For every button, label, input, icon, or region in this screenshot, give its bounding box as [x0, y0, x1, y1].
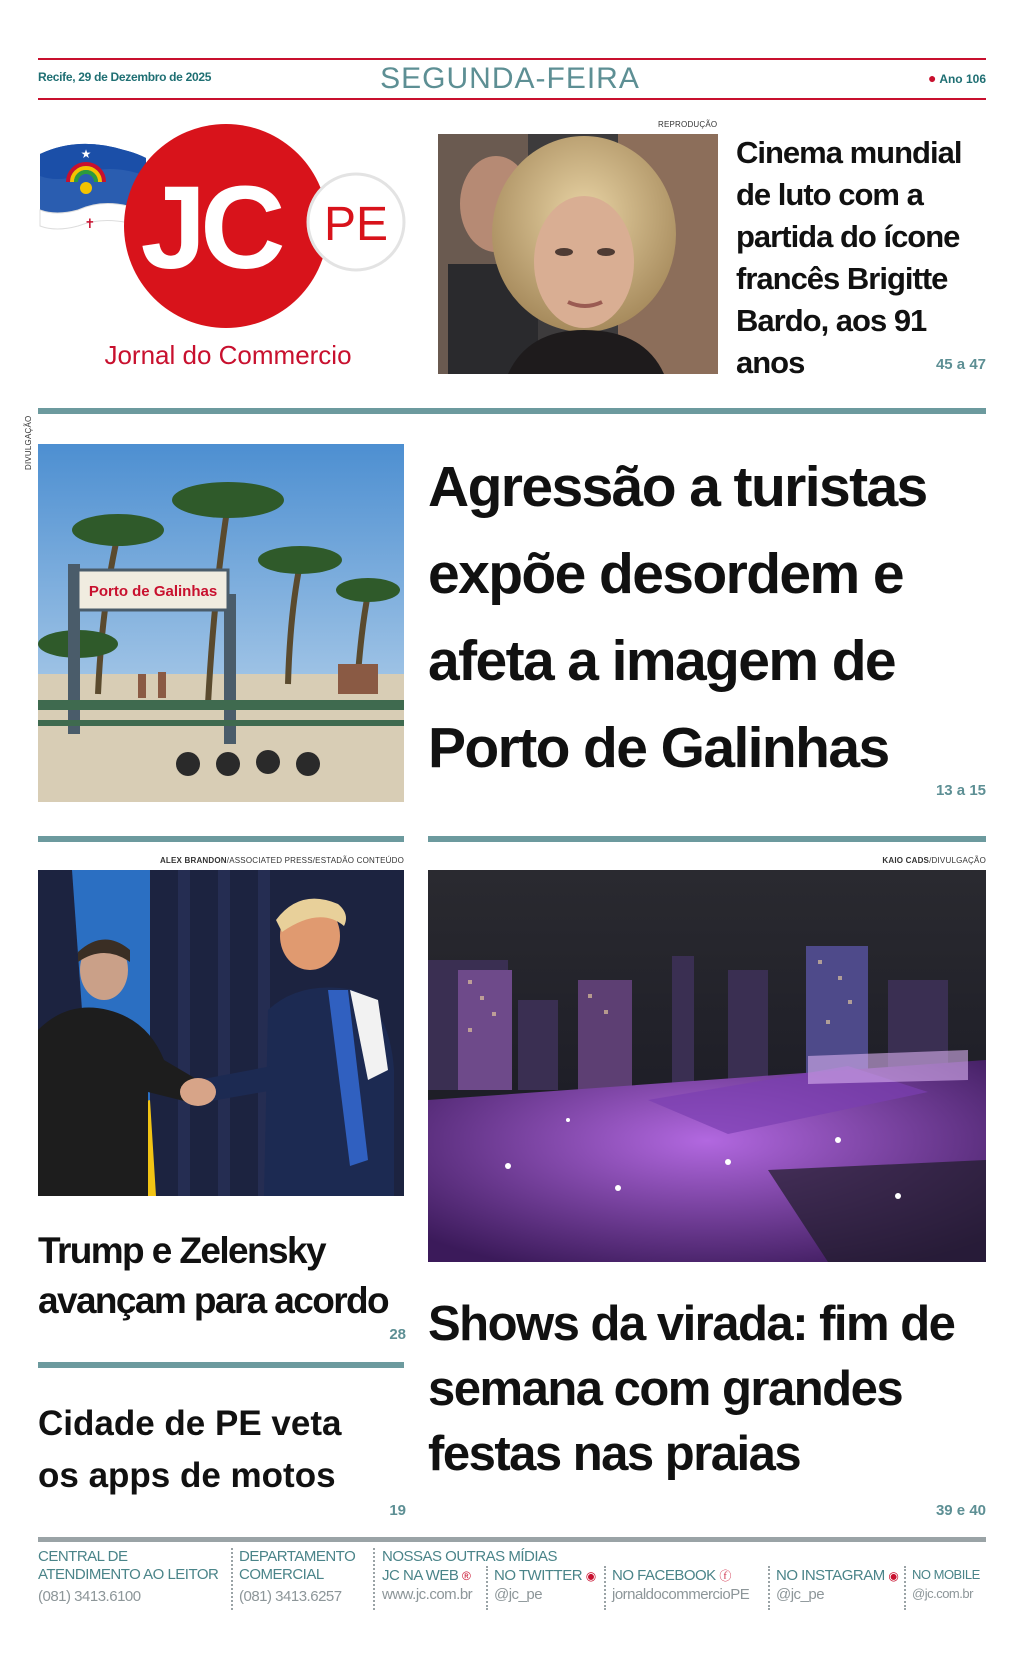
headline-line: de luto com a	[736, 177, 923, 212]
photo-credit-shows	[882, 856, 986, 865]
headline-line: afeta a imagem de	[428, 629, 896, 693]
twitter-icon: ◉	[585, 1569, 596, 1583]
footer-phone: (081) 3413.6257	[239, 1588, 342, 1605]
paper-name: Jornal do Commercio	[104, 340, 352, 370]
year-dot-icon: ●	[927, 70, 937, 86]
headline-line: Cidade de PE veta	[38, 1404, 342, 1443]
headline-line: os apps de motos	[38, 1456, 336, 1495]
section-rule	[38, 408, 986, 414]
photo-porto-galinhas[interactable]	[38, 444, 404, 802]
instagram-icon: ◉	[888, 1569, 899, 1583]
photo-credit-top: REPRODUÇÃO	[658, 120, 718, 129]
pages-shows: 39 e 40	[935, 1502, 986, 1519]
headline-line: Agressão a turistas	[428, 455, 927, 519]
midia-label: JC NA WEB	[382, 1567, 459, 1584]
headline-brigitte[interactable]	[736, 132, 996, 384]
headline-line: Cinema mundial	[736, 135, 962, 170]
section-rule	[428, 836, 986, 842]
pages-brigitte: 45 a 47	[935, 356, 986, 373]
footer-divider	[486, 1566, 488, 1610]
footer-midia-twitter[interactable]	[494, 1567, 596, 1603]
jc-logo[interactable]	[38, 118, 418, 374]
edition-year	[928, 70, 986, 86]
footer-rule	[38, 1537, 986, 1542]
svg-text:✝: ✝	[84, 217, 96, 232]
footer-label: CENTRAL DE	[38, 1548, 128, 1565]
headline-line: partida do ícone	[736, 219, 960, 254]
midia-value: www.jc.com.br	[382, 1586, 473, 1603]
svg-text:JC: JC	[140, 162, 280, 294]
photo-trump-zelensky[interactable]	[38, 870, 404, 1196]
headline-shows[interactable]	[428, 1292, 998, 1487]
footer-departamento-comercial[interactable]	[239, 1548, 355, 1606]
headline-line: francês Brigitte	[736, 261, 948, 296]
headline-line: avançam para acordo	[38, 1280, 389, 1321]
headline-line: festas nas praias	[428, 1427, 801, 1481]
svg-text:PE: PE	[323, 198, 389, 251]
photo-credit-main: DIVULGAÇÃO	[24, 415, 33, 470]
footer-midia-web[interactable]	[382, 1567, 472, 1603]
footer-phone: (081) 3413.6100	[38, 1588, 141, 1605]
photo-shows-virada[interactable]	[428, 870, 986, 1262]
footer-divider	[768, 1566, 770, 1610]
footer-central-atendimento[interactable]	[38, 1548, 218, 1606]
credit-author: ALEX BRANDON	[159, 856, 227, 865]
facebook-icon: ⓕ	[719, 1569, 731, 1583]
section-rule	[38, 836, 404, 842]
footer-midia-facebook[interactable]	[612, 1567, 749, 1603]
midia-label: NO INSTAGRAM	[776, 1567, 885, 1584]
footer-midias-title: NOSSAS OUTRAS MÍDIAS	[382, 1548, 558, 1565]
midia-label: NO FACEBOOK	[612, 1567, 716, 1584]
midia-label: NO MOBILE	[912, 1567, 980, 1582]
credit-source: /DIVULGAÇÃO	[929, 856, 986, 865]
edition-date: Recife, 29 de Dezembro de 2025	[38, 70, 212, 84]
headline-line: Porto de Galinhas	[428, 716, 889, 780]
footer-midia-mobile[interactable]	[912, 1567, 980, 1601]
footer-label: COMERCIAL	[239, 1566, 324, 1583]
footer-midia-instagram[interactable]	[776, 1567, 898, 1603]
photo-credit-trump	[160, 856, 404, 865]
headline-line: semana com grandes	[428, 1362, 903, 1416]
midia-label: NO TWITTER	[494, 1567, 583, 1584]
headline-line: Bardo, aos 91 anos	[736, 303, 927, 380]
credit-author: KAIO CADS	[882, 856, 930, 865]
pages-apps: 19	[389, 1502, 406, 1519]
pages-main: 13 a 15	[935, 782, 986, 799]
sign-text: Porto de Galinhas	[88, 583, 218, 600]
headline-line: Shows da virada: fim de	[428, 1297, 955, 1351]
footer-divider	[904, 1566, 906, 1610]
section-rule	[38, 1362, 404, 1368]
footer-divider	[231, 1548, 233, 1610]
headline-line: Trump e Zelensky	[38, 1230, 325, 1271]
svg-text:★: ★	[80, 147, 92, 161]
top-rule	[38, 58, 986, 60]
footer-label: ATENDIMENTO AO LEITOR	[38, 1566, 219, 1583]
midia-value: @jc_pe	[494, 1586, 543, 1603]
headline-main[interactable]	[428, 444, 998, 792]
footer-divider	[373, 1548, 375, 1610]
web-icon: ®	[462, 1569, 471, 1583]
headline-apps[interactable]	[38, 1398, 408, 1502]
photo-brigitte[interactable]	[438, 134, 718, 374]
footer-label: DEPARTAMENTO	[239, 1548, 356, 1565]
midia-value: @jc_pe	[776, 1586, 825, 1603]
footer-divider	[604, 1566, 606, 1610]
header-rule	[38, 98, 986, 100]
midia-value: @jc.com.br	[912, 1586, 973, 1601]
headline-trump[interactable]	[38, 1226, 408, 1326]
edition-weekday: SEGUNDA-FEIRA	[380, 62, 640, 95]
year-label: Ano 106	[939, 72, 986, 86]
midia-value: jornaldocommercioPE	[612, 1586, 750, 1603]
headline-line: expõe desordem e	[428, 542, 903, 606]
credit-source: /ASSOCIATED PRESS/ESTADÃO CONTEÚDO	[226, 856, 404, 865]
pages-trump: 28	[389, 1326, 406, 1343]
